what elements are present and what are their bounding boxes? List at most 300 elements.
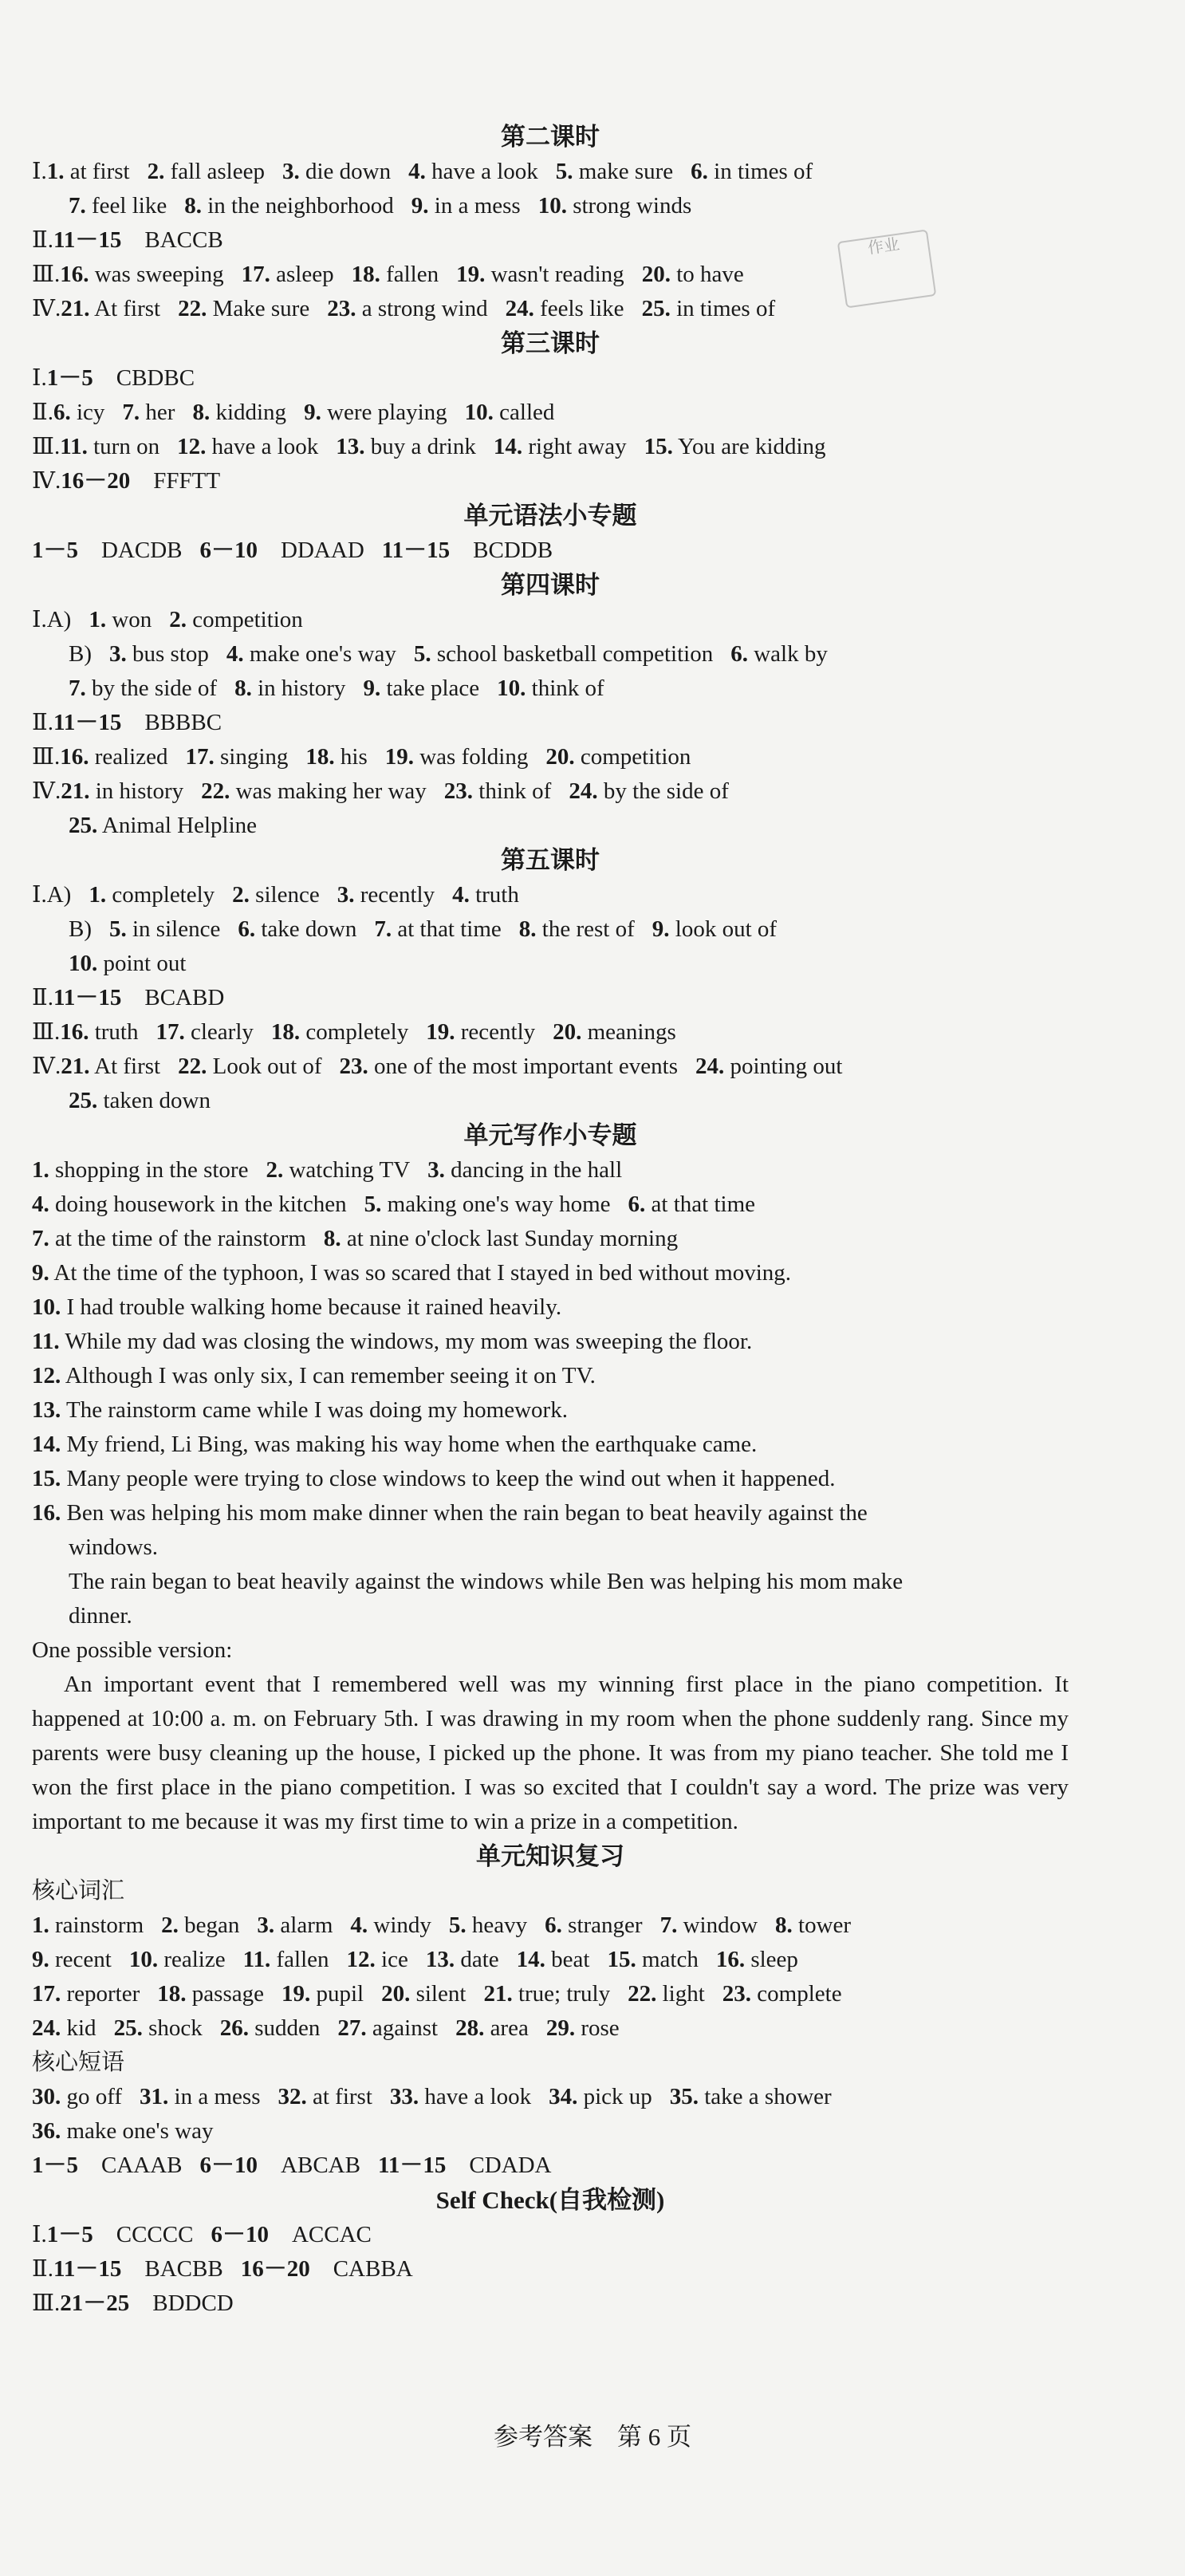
answer-text: truth [89,1019,139,1045]
answer-text: right away [522,434,627,459]
item-number: 22. [201,778,230,804]
item-number: 25. [69,1088,98,1113]
item-number: 11. [32,1329,60,1354]
answer-line [32,1050,1069,1084]
part-numeral: Ⅳ. [32,778,61,804]
item-number: 17. [241,262,270,287]
answer-text: realize [158,1947,226,1972]
answer-text: area [484,2015,529,2041]
item-number: 8. [323,1226,341,1251]
answer-text: DDAAD [258,538,364,563]
answer-text: in times of [707,159,813,184]
item-number: 15. [32,1466,61,1491]
answer-text: competition [574,744,691,770]
item-number: 18. [351,262,380,287]
answer-text: windows. [69,1534,158,1560]
answer-line [32,189,1069,223]
answer-text: alarm [274,1912,333,1938]
answer-line [32,912,1069,947]
section-title: 单元写作小专题 [463,1121,637,1149]
answer-text: shock [142,2015,203,2041]
item-number: 23. [339,1054,368,1079]
item-number: 16. [32,1500,61,1526]
item-number: 6. [545,1912,562,1938]
part-numeral: Ⅱ. [32,710,53,735]
answer-line [32,672,1069,706]
answer-line [32,1256,1069,1290]
answer-text: CDADA [446,2153,552,2178]
part-numeral: Ⅰ. [32,159,47,184]
answer-text: have a look [206,434,319,459]
item-number: 13. [32,1397,61,1423]
answer-text: true; truly [512,1981,611,2007]
answer-text: completely [106,882,215,908]
answer-text: her [140,400,175,425]
item-number: 27. [337,2015,367,2041]
answer-text: was folding [413,744,529,770]
section-title: 第五课时 [501,846,600,874]
item-number: 3. [427,1157,445,1183]
section-title: 第三课时 [501,329,600,357]
answer-text: realized [89,744,168,770]
answer-line [32,2252,1069,2286]
item-number: 25. [113,2015,143,2041]
answer-line [32,1359,1069,1393]
answer-text: take down [255,916,357,942]
item-number: 16. [60,744,89,770]
item-number: 16. [715,1947,746,1972]
item-number: 6. [628,1191,646,1217]
answer-text: wasn't reading [485,262,624,287]
item-number: 9. [411,193,429,219]
answer-text: fallen [380,262,439,287]
answer-text: sudden [248,2015,321,2041]
answer-section [32,1118,1069,1839]
answer-line [32,1325,1069,1359]
item-number: 36. [32,2118,61,2144]
answer-text: I had trouble walking home because it rained heavily. [61,1294,562,1320]
answer-line [32,1977,1069,2011]
answer-content [32,120,1069,2321]
answer-text: match [636,1947,699,1972]
answer-line [32,1393,1069,1428]
item-number: 12. [177,434,207,459]
part-numeral: Ⅰ. [32,882,47,908]
item-number: 5. [413,641,431,667]
answer-text: make sure [573,159,674,184]
item-number: 20. [553,1019,582,1045]
answer-text: at nine o'clock last Sunday morning [341,1226,679,1251]
answer-text: at that time [392,916,502,942]
answer-text: at the time of the rainstorm [49,1226,306,1251]
item-number: 8. [184,193,202,219]
item-number: 7. [122,400,140,425]
item-number: 1. [46,159,65,184]
answer-text: dinner. [69,1603,132,1629]
section-title: 第二课时 [501,123,600,151]
item-number: 19. [426,1019,455,1045]
answer-text: against [366,2015,439,2041]
answer-text: at that time [645,1191,756,1217]
item-number: 5. [364,1191,382,1217]
answer-line [32,534,1069,568]
item-number: 12. [32,1363,61,1388]
answer-text: reporter [61,1981,140,2007]
answer-line [32,1222,1069,1256]
sample-essay: An important event that I remembered well was my winning first place in the piano competition. It happened at 10:00 a. m. on February 5th. I was drawing in my room when the phone suddenly rang. Since my parents were busy cleaning up the house, I picked up the phone. It was from my piano teacher. She told me I won the first place in the piano competition. I was so excited that I couldn't say a word. The prize was very important to me because it was my first time to win a prize in a competition. [32,1672,1069,1834]
answer-text: sleep [745,1947,798,1972]
answer-line [32,2080,1069,2114]
item-number: 7. [374,916,392,942]
answer-text: Ben was helping his mom make dinner when the rain began to beat heavily against the [61,1500,868,1526]
answer-text: look out of [669,916,778,942]
answer-line [32,878,1069,912]
item-number: 8. [192,400,211,425]
answer-text: think of [473,778,552,804]
part-numeral: Ⅱ. [32,227,53,253]
item-number: 9. [363,676,381,701]
part-numeral: Ⅳ. [32,296,61,321]
item-number: 10. [464,400,494,425]
item-number: 21. [61,1054,90,1079]
item-number: 6－10 [211,2222,269,2247]
answer-line [32,430,1069,464]
item-number: 18. [157,1981,187,2007]
answer-text: complete [751,1981,842,2007]
answer-text: have a look [419,2084,532,2109]
part-numeral: Ⅲ. [32,434,61,459]
part-numeral: Ⅲ. [32,2290,61,2316]
item-number: 7. [69,193,86,219]
answer-line [32,1428,1069,1462]
answer-text: DACDB [78,538,183,563]
answer-text: ACCAC [268,2222,372,2247]
item-number: 21. [483,1981,513,2007]
answer-text: Look out of [207,1054,322,1079]
answer-section [32,326,1069,498]
item-number: 6. [730,641,748,667]
answer-text: While my dad was closing the windows, my mom was sweeping the floor. [59,1329,753,1354]
answer-text: B) [69,641,92,667]
answer-text: You are kidding [672,434,826,459]
item-number: 9. [652,916,670,942]
answer-text: BCDDB [450,538,553,563]
answer-text: in the neighborhood [201,193,394,219]
item-number: 25. [641,296,671,321]
answer-text: BCABD [121,985,225,1010]
item-number: 22. [628,1981,657,2007]
answer-text: The rainstorm came while I was doing my homework. [61,1397,568,1423]
answer-text: bus stop [126,641,209,667]
item-number: 17. [156,1019,185,1045]
answer-line [32,2218,1069,2252]
answer-line [32,740,1069,774]
item-number: 15. [644,434,673,459]
answer-text: make one's way [61,2118,214,2144]
item-number: 23. [443,778,474,804]
item-number: 1－5 [46,365,93,391]
item-number: 16. [60,1019,89,1045]
answer-line [32,1290,1069,1325]
item-number: 1. [89,882,107,908]
section-title: 单元语法小专题 [463,502,637,530]
answer-line [32,2286,1069,2321]
answer-text: window [677,1912,758,1938]
answer-text: make one's way [243,641,396,667]
part-numeral: Ⅰ. [32,2222,47,2247]
answer-text: kid [61,2015,96,2041]
answer-text: Although I was only six, I can remember seeing it on TV. [61,1363,596,1388]
answer-line [32,464,1069,498]
answer-text: in silence [126,916,221,942]
answer-text: shopping in the store [49,1157,249,1183]
answer-text: competition [187,607,303,632]
answer-text: to have [670,262,744,287]
answer-text: at first [306,2084,372,2109]
answer-section [32,568,1069,843]
item-number: 3. [281,159,300,184]
answer-text: completely [300,1019,409,1045]
item-number: 18. [270,1019,301,1045]
answer-text: go off [61,2084,123,2109]
item-number: 3. [337,882,355,908]
part-numeral: Ⅱ. [32,400,53,425]
answer-text: taken down [97,1088,211,1113]
section-title: Self Check(自我检测) [435,2186,665,2214]
item-number: 6. [238,916,256,942]
answer-text: 核心词汇 [32,1878,125,1904]
answer-text: pointing out [724,1054,843,1079]
item-number: 30. [32,2084,61,2109]
item-number: 11－15 [53,2256,122,2282]
answer-text: school basketball competition [431,641,714,667]
answer-text: asleep [270,262,334,287]
answer-line [32,603,1069,637]
answer-line [32,2011,1069,2046]
item-number: 9. [304,400,321,425]
item-number: 10. [69,951,98,976]
item-number: 18. [305,744,335,770]
part-numeral: Ⅲ. [32,262,61,287]
part-numeral: Ⅲ. [32,744,61,770]
item-number: 2. [232,882,250,908]
answer-text: icy [70,400,105,425]
item-number: 1. [89,607,107,632]
answer-text: strong winds [566,193,692,219]
item-number: 19. [456,262,486,287]
answer-text: point out [97,951,187,976]
answer-text: was sweeping [89,262,224,287]
answer-text: Make sure [207,296,310,321]
item-number: 1－5 [32,2153,79,2178]
item-number: 6－10 [199,2153,258,2178]
answer-text: BACCB [121,227,223,253]
item-number: 11－15 [53,985,122,1010]
answer-text: take place [380,676,480,701]
answer-text: clearly [184,1019,254,1045]
item-number: 8. [234,676,252,701]
answer-text: A) [46,882,72,908]
answer-text: CABBA [309,2256,413,2282]
answer-text: ice [375,1947,408,1972]
item-number: 14. [493,434,523,459]
answer-text: in history [251,676,346,701]
watermark-stamp: 作业 [837,229,937,308]
item-number: 23. [327,296,356,321]
item-number: 16－20 [240,2256,310,2282]
answer-text: stranger [561,1912,643,1938]
item-number: 1－5 [32,538,79,563]
answer-text: a strong wind [356,296,488,321]
answer-text: walk by [747,641,828,667]
answer-text: feel like [85,193,167,219]
item-number: 16－20 [61,468,131,494]
item-number: 24. [32,2015,61,2041]
answer-line [32,1496,1069,1530]
answer-line [32,155,1069,189]
answer-line [32,637,1069,672]
answer-line [32,1462,1069,1496]
answer-text: the rest of [536,916,635,942]
item-number: 17. [32,1981,61,2007]
answer-text: watching TV [283,1157,411,1183]
answer-text: kidding [210,400,287,425]
item-number: 2. [266,1157,284,1183]
item-number: 34. [549,2084,578,2109]
answer-text: A) [46,607,72,632]
item-number: 2. [147,159,165,184]
answer-text: CAAAB [78,2153,183,2178]
part-numeral: Ⅲ. [32,1019,61,1045]
item-number: 20. [381,1981,411,2007]
answer-line [32,1565,1069,1599]
answer-text: take a shower [699,2084,832,2109]
item-number: 19. [384,744,414,770]
item-number: 4. [350,1912,368,1938]
answer-line [32,706,1069,740]
part-numeral: Ⅱ. [32,985,53,1010]
part-numeral: Ⅱ. [32,2256,53,2282]
item-number: 2. [161,1912,179,1938]
item-number: 13. [336,434,365,459]
answer-text: truth [469,882,519,908]
answer-text: windy [368,1912,431,1938]
answer-text: his [334,744,368,770]
page-footer: 参考答案 第 6 页 [494,2423,691,2451]
answer-line [32,774,1069,809]
item-number: 7. [69,676,86,701]
answer-line [32,809,1069,843]
answer-text: was making her way [230,778,427,804]
answer-text: CCCCC [93,2222,194,2247]
item-number: 16. [60,262,89,287]
item-number: 9. [32,1260,49,1286]
answer-text: passage [186,1981,264,2007]
answer-text: silence [249,882,320,908]
answer-section [32,2183,1069,2321]
answer-line [32,981,1069,1015]
item-number: 14. [32,1432,61,1457]
answer-line [32,1633,1069,1668]
item-number: 28. [455,2015,485,2041]
answer-text: fall asleep [164,159,265,184]
item-number: 6－10 [199,538,258,563]
answer-text: singing [214,744,289,770]
item-number: 6. [53,400,71,425]
section-title: 第四课时 [501,571,600,599]
answer-line [32,1153,1069,1188]
answer-line [32,1188,1069,1222]
item-number: 10. [537,193,567,219]
item-number: 32. [278,2084,307,2109]
answer-line [32,361,1069,396]
answer-line [32,2046,1069,2080]
item-number: 11. [60,434,88,459]
answer-text: by the side of [85,676,218,701]
item-number: 29. [545,2015,576,2041]
item-number: 5. [555,159,573,184]
item-number: 1. [32,1157,49,1183]
answer-line [32,1084,1069,1118]
answer-text: making one's way home [381,1191,611,1217]
answer-text: were playing [321,400,447,425]
answer-text: in a mess [428,193,521,219]
item-number: 31. [140,2084,169,2109]
answer-section [32,1839,1069,2183]
item-number: 4. [226,641,244,667]
answer-text: At first [89,296,161,321]
answer-text: in times of [670,296,776,321]
answer-text: Animal Helpline [97,813,257,838]
answer-text: in history [89,778,184,804]
answer-text: have a look [425,159,538,184]
item-number: 13. [425,1947,455,1972]
part-numeral: Ⅰ. [32,365,47,391]
answer-text: recent [49,1947,112,1972]
answer-text: doing housework in the kitchen [49,1191,347,1217]
item-number: 22. [178,296,207,321]
answer-text: beat [545,1947,590,1972]
answer-text: BBBBC [121,710,222,735]
answer-text: dancing in the hall [444,1157,623,1183]
item-number: 35. [669,2084,699,2109]
answer-text: Many people were trying to close windows to keep the wind out when it happened. [61,1466,836,1491]
item-number: 23. [722,1981,752,2007]
item-number: 10. [497,676,526,701]
answer-section [32,498,1069,568]
answer-text: rose [575,2015,620,2041]
item-number: 14. [516,1947,545,1972]
item-number: 8. [518,916,537,942]
answer-text: ABCAB [258,2153,360,2178]
answer-text: heavy [466,1912,528,1938]
item-number: 24. [569,778,598,804]
answer-text: pupil [310,1981,364,2007]
item-number: 19. [281,1981,311,2007]
answer-text: At the time of the typhoon, I was so scared that I stayed in bed without moving. [49,1260,792,1286]
answer-text: by the side of [597,778,729,804]
answer-line [32,1530,1069,1565]
item-number: 9. [32,1947,49,1972]
item-number: 1－5 [46,2222,93,2247]
item-number: 2. [169,607,187,632]
answer-text: recently [354,882,435,908]
answer-text: silent [410,1981,467,2007]
item-number: 20. [545,744,575,770]
item-number: 3. [257,1912,275,1938]
item-number: 7. [32,1226,49,1251]
answer-text: B) [69,916,92,942]
